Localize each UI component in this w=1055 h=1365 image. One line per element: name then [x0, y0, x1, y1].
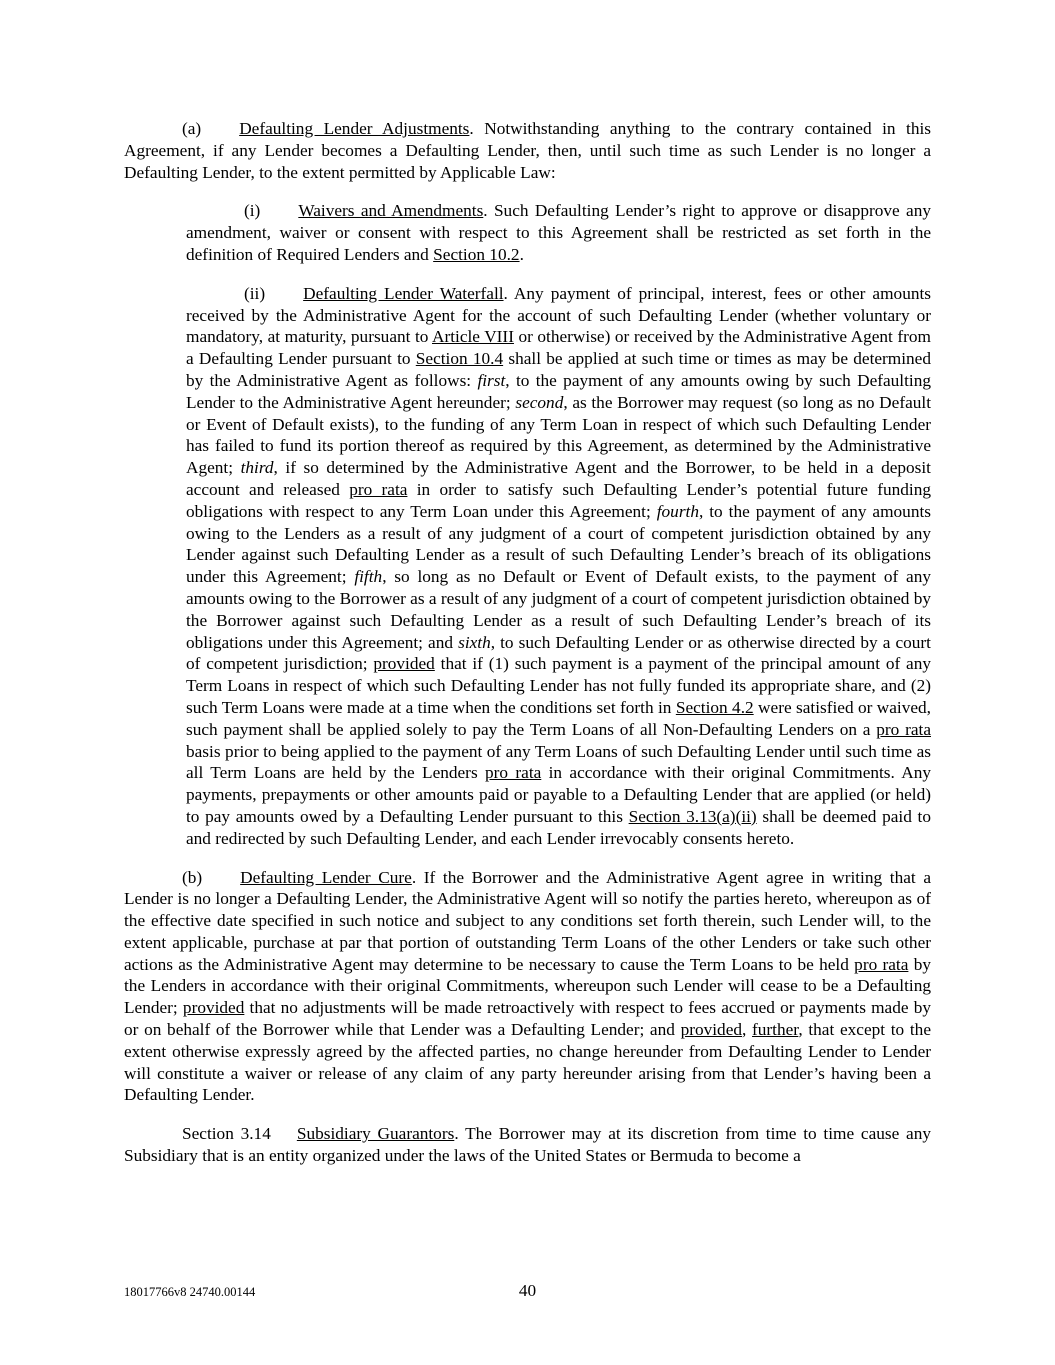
term-provided-1: provided	[373, 654, 435, 674]
paragraph-i-label: (i)	[244, 201, 261, 221]
ordinal-second: second	[515, 392, 564, 412]
term-further: further	[752, 1020, 799, 1040]
punct-comma: ,	[742, 1020, 753, 1040]
paragraph-ii-text-8: , to the payment of any amounts owing to the Lenders as a result of any judgment of a court of competent jurisdiction obtained by any Lender against such Defaulting Lender as a result of such Defaulting Lender’s breach of its obligations under this Agreement;	[186, 501, 931, 587]
section-3-14-label: Section 3.14	[182, 1124, 271, 1144]
paragraph-ii-text-10: , to such Defaulting Lender or as otherwise directed by a court of competent jurisdiction;	[186, 632, 931, 674]
page-footer	[124, 1281, 931, 1307]
paragraph-a-heading: Defaulting Lender Adjustments	[239, 119, 470, 138]
paragraph-i-heading: Waivers and Amendments	[298, 201, 484, 221]
term-pro-rata-1: pro rata	[349, 479, 408, 499]
section-3-14-heading: Subsidiary Guarantors	[296, 1124, 455, 1144]
paragraph-ii-text-14: in accordance with their original Commitments. Any payments, prepayments or other amounts paid or payable to a Defaulting Lender that are applied (or held) to pay amounts owed by a Defaulting Lender pursuant to this	[186, 763, 931, 826]
paragraph-b-heading: Defaulting Lender Cure	[240, 867, 412, 887]
paragraph-ii-text-1: . Any payment of principal, interest, fees or other amounts received by the Administrative Agent for the account of such Defaulting Lender (whether voluntary or mandatory, at maturity, pursuant to	[186, 283, 931, 347]
paragraph-ii	[186, 283, 931, 850]
term-provided-3: provided	[680, 1020, 743, 1040]
term-pro-rata-3: pro rata	[485, 763, 542, 783]
paragraph-ii-text-9: , so long as no Default or Event of Default exists, to the payment of any amounts owing to the Borrower as a result of any judgment of a court of competent jurisdiction obtained by the Borrower against such Defaulting Lender as a result of such Defaulting Lender’s breach of its obligations under this Agreement; and	[186, 567, 932, 652]
paragraph-i	[186, 200, 931, 265]
paragraph-ii-label: (ii)	[244, 283, 266, 303]
paragraph-a	[124, 118, 931, 183]
cross-reference-section-10-2: Section 10.2	[433, 244, 520, 264]
subparagraph-i-block	[186, 200, 931, 265]
paragraph-a-label: (a)	[182, 119, 202, 138]
cross-reference-section-10-4: Section 10.4	[415, 349, 504, 369]
paragraph-i-text-2: .	[519, 244, 524, 264]
term-provided-2: provided	[182, 998, 245, 1018]
ordinal-sixth: sixth	[458, 632, 491, 652]
ordinal-fourth: fourth	[656, 501, 699, 521]
ordinal-third: third	[240, 458, 274, 478]
document-body	[124, 118, 931, 1167]
paragraph-ii-text-7: in order to satisfy such Defaulting Lender’s potential future funding obligations with respect to any Term Loan under this Agreement;	[186, 479, 931, 521]
paragraph-a-text: . Notwithstanding anything to the contrary contained in this Agreement, if any Lender becomes a Defaulting Lender, then, until such time as such Lender is no longer a Defaulting Lender, to the extent permitted by Applicable Law:	[124, 119, 931, 182]
paragraph-b	[124, 867, 931, 1107]
page-number: 40	[518, 1281, 537, 1300]
paragraph-ii-text-3: shall be applied at such time or times as may be determined by the Administrative Agent as follows:	[186, 349, 931, 390]
paragraph-b-label: (b)	[182, 867, 203, 887]
paragraph-ii-heading: Defaulting Lender Waterfall	[303, 283, 504, 303]
cross-reference-article-viii: Article VIII	[432, 327, 514, 347]
ordinal-fifth: fifth	[354, 567, 383, 587]
cross-reference-section-3-13: Section 3.13(a)(ii)	[628, 806, 757, 826]
term-pro-rata-4: pro rata	[854, 954, 909, 974]
paragraph-b-text-3: that no adjustments will be made retroactively with respect to fees accrued or payments made by or on behalf of the Borrower while that Lender was a Defaulting Lender; and	[124, 998, 931, 1040]
term-pro-rata-2: pro rata	[876, 719, 931, 739]
section-3-14	[124, 1123, 931, 1167]
paragraph-ii-text-15: shall be deemed paid to and redirected by such Defaulting Lender, and each Lender irrevocably consents hereto.	[186, 806, 931, 848]
paragraph-ii-text-12: were satisfied or waived, such payment shall be applied solely to pay the Term Loans of all Non-Defaulting Lenders on a	[186, 697, 931, 739]
paragraph-b-text-4: , that except to the extent otherwise expressly agreed by the affected parties, no change hereunder from Defaulting Lender to Lender will constitute a waiver or release of any claim of any party hereunder arising from that Lender’s having been a Defaulting Lender.	[124, 1020, 931, 1105]
ordinal-first: first	[477, 370, 506, 390]
subparagraph-ii-block	[186, 283, 931, 850]
paragraph-i-text-1: . Such Defaulting Lender’s right to approve or disapprove any amendment, waiver or consent with respect to this Agreement shall be restricted as set forth in the definition of Required Lenders and	[186, 201, 931, 264]
paragraph-ii-text-6: , if so determined by the Administrative Agent and the Borrower, to be held in a deposit account and released	[186, 458, 931, 499]
paragraph-ii-text-13: basis prior to being applied to the payment of any Term Loans of such Defaulting Lender until such time as all Term Loans are held by the Lenders	[186, 741, 931, 783]
paragraph-ii-text-4: , to the payment of any amounts owing by such Defaulting Lender to the Administrative Agent hereunder;	[186, 370, 931, 412]
footer-document-reference: 18017766v8 24740.00144	[124, 1285, 256, 1299]
paragraph-b-text-2: by the Lenders in accordance with their original Commitments, whereupon such Lender will cease to be a Defaulting Lender;	[124, 954, 931, 1018]
section-3-14-text: . The Borrower may at its discretion from time to time cause any Subsidiary that is an entity organized under the laws of the United States or Bermuda to become a	[124, 1124, 931, 1166]
paragraph-b-text-1: . If the Borrower and the Administrative Agent agree in writing that a Lender is no longer a Defaulting Lender, the Administrative Agent will so notify the parties hereto, whereupon as of the effective date specified in such notice and subject to any conditions set forth therein, such Lender will, to the extent applicable, purchase at par that portion of outstanding Term Loans of the other Lenders or take such other actions as the Administrative Agent may determine to be necessary to cause the Term Loans to be held	[124, 867, 931, 974]
paragraph-ii-text-11: that if (1) such payment is a payment of the principal amount of any Term Loans in respect of which such Defaulting Lender has not fully funded its appropriate share, and (2) such Term Loans were made at a time when the conditions set forth in	[186, 654, 931, 717]
paragraph-ii-text-2: or otherwise) or received by the Administrative Agent from a Defaulting Lender pursuant to	[186, 327, 931, 369]
cross-reference-section-4-2: Section 4.2	[675, 697, 754, 717]
paragraph-ii-text-5: , as the Borrower may request (so long as no Default or Event of Default exists), to the funding of any Term Loan in respect of which such Defaulting Lender has failed to fund its portion thereof as required by this Agreement, as determined by the Administrative Agent;	[186, 392, 931, 478]
